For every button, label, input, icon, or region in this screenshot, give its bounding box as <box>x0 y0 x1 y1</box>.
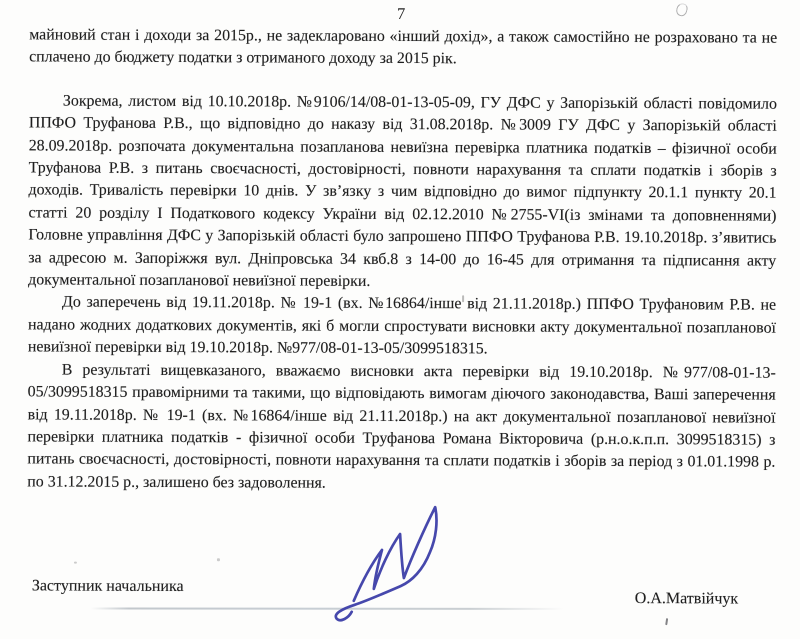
signer-title: Заступник начальника <box>31 577 184 596</box>
page-number: 7 <box>396 3 406 24</box>
paragraph-notification: Зокрема, листом від 10.10.2018р. №9106/14/08-01-13-05-09, ГУ ДФС у Запорізькій області повідомило ППФО Труфанова Р.В., що відповідно до наказу від 31.08.2018р. №3009 ГУ ДФС у Запорізькій області 28.09.2018р. розпочата документальна позапланова невиїзна перевірка платника податків – фізичної особи Труфанова Р.В. з питань своєчасності, достовірності, повноти нарахування та сплати податків і зборів з доходів. Тривалість перевірки 10 днів. У зв’язку з чим відповідно до вимог підпункту 20.1.1 пункту 20.1 статті 20 розділу І Податкового кодексу України від 02.12.2010 №2755-VI(із змінами та доповненнями) Головне управління ДФС у Запорізькій області було запрошено ППФО Труфанова Р.В. 19.10.2018р. з’явитись за адресою м. Запоріжжя вул. Дніпровська 34 квб.8 з 14-00 до 16-45 для отримання та підписання акту документальної позапланової невиїзної перевірки. <box>28 92 777 290</box>
paragraph-objections: До заперечень від 19.11.2018р. № 19-1 (вх. №16864/інше від 21.11.2018р.) ППФО Труфановим Р.В. не надано жодних додаткових документів, які б могли спростувати висновки акту документальної позапланової невиїзної перевірки від 19.10.2018р. №977/08-01-13-05/3099518315. <box>27 293 777 358</box>
paragraph-continuation: майновий стан і доходи за 2015р., не задекларовано «інший дохід», а також самостійно не розраховано та не сплачено до бюджету податки з отриманого доходу за 2015 рік. <box>29 26 778 68</box>
scan-speck <box>74 562 77 564</box>
scan-speck <box>462 295 464 302</box>
scan-speck <box>665 618 668 625</box>
signer-name: О.А.Матвійчук <box>634 590 739 608</box>
document-body <box>27 24 777 496</box>
handwritten-signature-icon <box>317 476 468 637</box>
paragraph-conclusion: В результаті вищевказаного, вважаємо висновки акта перевірки від 19.10.2018р. №977/08-01-13-05/3099518315 правомірними та такими, що відповідають вимогам діючого законодавства, Ваші заперечення від 19.11.2018р. № 19-1 (вх. №16864/інше від 21.11.2018р.) на акт документальної позапланової невиїзної перевірки платника податків - фізичної особи Труфанова Романа Вікторовича (р.н.о.к.п.п. 3099518315) з питань своєчасності, достовірності, повноти нарахування та сплати податків і зборів за період з 01.01.1998 р. по 31.12.2015 р., залишено без задоволення. <box>27 361 776 492</box>
scan-speck <box>217 558 220 561</box>
